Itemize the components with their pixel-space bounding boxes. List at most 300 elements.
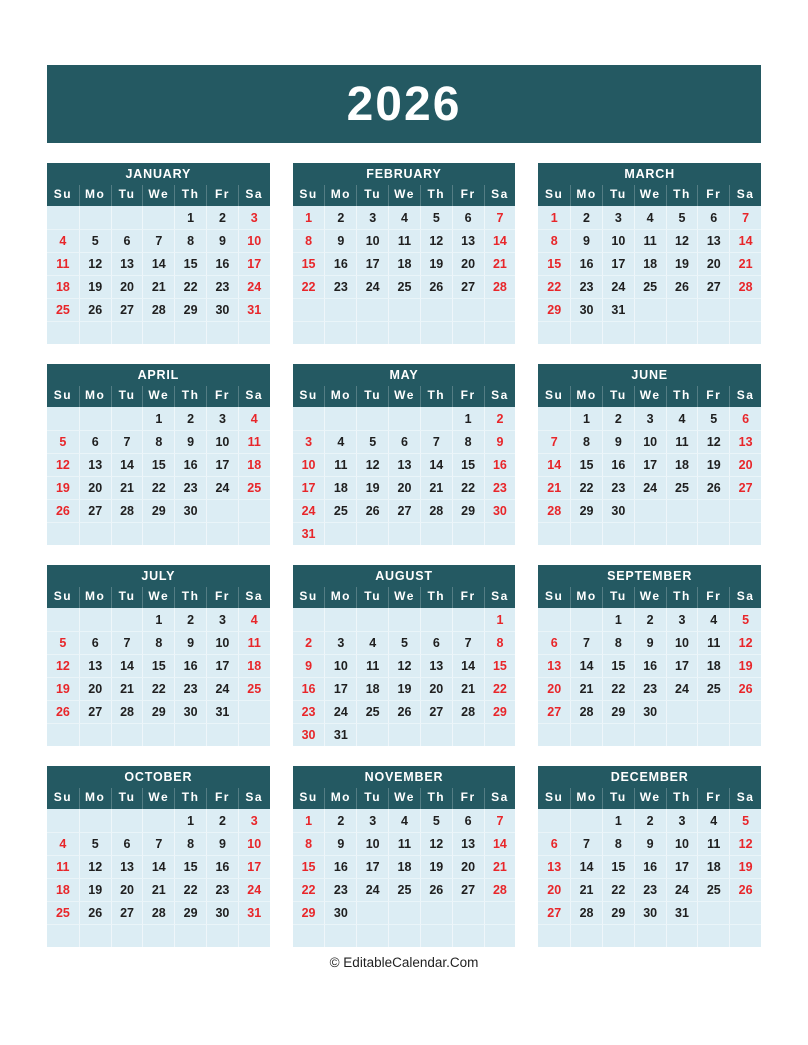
day-cell-empty: [47, 206, 79, 229]
day-cell-empty: [729, 924, 761, 947]
day-cell-empty: [729, 723, 761, 746]
day-cell-empty: [666, 499, 698, 522]
day-cell: 14: [111, 453, 143, 476]
day-cell-empty: [47, 407, 79, 430]
month-title: AUGUST: [293, 565, 516, 587]
day-cell: 7: [420, 430, 452, 453]
day-cell: 25: [238, 677, 270, 700]
day-cell-empty: [729, 321, 761, 344]
day-cell: 29: [602, 700, 634, 723]
weekday-label: Tu: [111, 185, 143, 206]
day-cell: 1: [174, 206, 206, 229]
weekday-header-row: [293, 587, 516, 608]
day-cell: 5: [697, 407, 729, 430]
day-cell: 25: [356, 700, 388, 723]
weekday-label: Fr: [206, 587, 238, 608]
day-cell: 20: [697, 252, 729, 275]
day-cell: 9: [570, 229, 602, 252]
day-cell-empty: [293, 321, 325, 344]
weekday-label: Sa: [729, 587, 761, 608]
day-cell-empty: [729, 700, 761, 723]
day-cell: 6: [79, 631, 111, 654]
day-cell-empty: [174, 723, 206, 746]
day-cell: 24: [634, 476, 666, 499]
day-cell-empty: [420, 407, 452, 430]
day-cell: 23: [634, 878, 666, 901]
day-cell: 9: [293, 654, 325, 677]
day-cell: 10: [666, 832, 698, 855]
day-cell: 20: [452, 855, 484, 878]
day-cell: 17: [293, 476, 325, 499]
day-cell-empty: [538, 407, 570, 430]
day-cell-empty: [293, 924, 325, 947]
day-cell: 10: [293, 453, 325, 476]
day-cell: 15: [602, 654, 634, 677]
day-cell-empty: [206, 924, 238, 947]
day-cell: 26: [47, 700, 79, 723]
day-cell: 22: [602, 878, 634, 901]
day-cell-empty: [356, 901, 388, 924]
day-cell: 28: [142, 901, 174, 924]
day-cell: 25: [238, 476, 270, 499]
day-cell: 21: [570, 677, 602, 700]
day-cell-empty: [697, 723, 729, 746]
weekday-label: Mo: [324, 386, 356, 407]
day-cell: 2: [324, 809, 356, 832]
day-cell: 26: [388, 700, 420, 723]
day-cell-empty: [570, 809, 602, 832]
weekday-label: Mo: [79, 185, 111, 206]
weekday-label: Fr: [452, 386, 484, 407]
month-title: NOVEMBER: [293, 766, 516, 788]
day-cell: 16: [324, 252, 356, 275]
day-cell: 30: [206, 901, 238, 924]
days-grid: [47, 608, 270, 746]
weekday-label: Tu: [111, 587, 143, 608]
weekday-label: Mo: [79, 788, 111, 809]
day-cell-empty: [697, 522, 729, 545]
weekday-label: Mo: [324, 185, 356, 206]
days-grid: [538, 206, 761, 344]
day-cell: 20: [538, 878, 570, 901]
day-cell: 19: [666, 252, 698, 275]
day-cell: 23: [324, 275, 356, 298]
day-cell: 29: [174, 901, 206, 924]
day-cell: 4: [388, 206, 420, 229]
day-cell: 28: [570, 700, 602, 723]
day-cell: 11: [697, 832, 729, 855]
day-cell: 18: [697, 855, 729, 878]
weekday-header-row: [47, 386, 270, 407]
day-cell: 28: [111, 700, 143, 723]
day-cell-empty: [452, 298, 484, 321]
day-cell-empty: [634, 298, 666, 321]
month-december: [538, 766, 761, 947]
day-cell-empty: [356, 723, 388, 746]
day-cell: 6: [729, 407, 761, 430]
day-cell: 26: [729, 677, 761, 700]
day-cell: 3: [206, 407, 238, 430]
month-september: [538, 565, 761, 746]
day-cell: 6: [111, 229, 143, 252]
day-cell-empty: [356, 924, 388, 947]
day-cell-empty: [388, 723, 420, 746]
day-cell-empty: [602, 924, 634, 947]
day-cell-empty: [388, 407, 420, 430]
day-cell-empty: [666, 924, 698, 947]
weekday-label: We: [142, 587, 174, 608]
month-may: [293, 364, 516, 545]
day-cell: 10: [206, 430, 238, 453]
day-cell: 11: [356, 654, 388, 677]
day-cell: 27: [388, 499, 420, 522]
day-cell: 11: [666, 430, 698, 453]
weekday-label: Fr: [697, 788, 729, 809]
day-cell-empty: [729, 901, 761, 924]
day-cell: 21: [111, 476, 143, 499]
day-cell: 10: [206, 631, 238, 654]
days-grid: [293, 407, 516, 545]
weekday-header-row: [293, 185, 516, 206]
weekday-label: Th: [174, 386, 206, 407]
day-cell: 4: [324, 430, 356, 453]
weekday-label: Mo: [570, 788, 602, 809]
day-cell: 24: [666, 878, 698, 901]
weekday-header-row: [538, 587, 761, 608]
month-title: JUNE: [538, 364, 761, 386]
day-cell-empty: [238, 522, 270, 545]
day-cell: 20: [538, 677, 570, 700]
day-cell: 30: [174, 499, 206, 522]
day-cell-empty: [570, 608, 602, 631]
day-cell: 26: [356, 499, 388, 522]
weekday-label: Mo: [570, 386, 602, 407]
day-cell-empty: [79, 522, 111, 545]
day-cell: 7: [452, 631, 484, 654]
day-cell: 19: [420, 855, 452, 878]
weekday-label: We: [388, 386, 420, 407]
day-cell-empty: [420, 723, 452, 746]
days-grid: [293, 206, 516, 344]
day-cell: 16: [634, 855, 666, 878]
day-cell: 1: [142, 407, 174, 430]
day-cell-empty: [174, 321, 206, 344]
day-cell-empty: [602, 321, 634, 344]
day-cell: 26: [79, 901, 111, 924]
day-cell-empty: [420, 298, 452, 321]
weekday-label: We: [634, 185, 666, 206]
day-cell: 8: [452, 430, 484, 453]
month-july: [47, 565, 270, 746]
day-cell-empty: [174, 522, 206, 545]
day-cell: 31: [206, 700, 238, 723]
day-cell: 9: [324, 229, 356, 252]
weekday-label: Su: [299, 589, 318, 603]
month-title: MAY: [293, 364, 516, 386]
day-cell: 21: [538, 476, 570, 499]
day-cell: 28: [452, 700, 484, 723]
day-cell-empty: [538, 723, 570, 746]
day-cell: 18: [47, 878, 79, 901]
day-cell: 25: [388, 878, 420, 901]
day-cell: 13: [538, 855, 570, 878]
day-cell: 7: [111, 430, 143, 453]
day-cell: 25: [697, 878, 729, 901]
day-cell-empty: [79, 206, 111, 229]
day-cell: 17: [356, 252, 388, 275]
day-cell: 26: [79, 298, 111, 321]
day-cell-empty: [111, 206, 143, 229]
day-cell-empty: [142, 723, 174, 746]
day-cell: 31: [324, 723, 356, 746]
day-cell: 10: [666, 631, 698, 654]
weekday-label: Su: [53, 589, 73, 603]
day-cell-empty: [634, 499, 666, 522]
day-cell-empty: [79, 924, 111, 947]
weekday-label: Sa: [238, 587, 270, 608]
day-cell-empty: [484, 321, 516, 344]
day-cell: 9: [206, 229, 238, 252]
day-cell-empty: [238, 700, 270, 723]
weekday-label: We: [388, 185, 420, 206]
day-cell-empty: [420, 608, 452, 631]
weekday-label: Th: [420, 587, 452, 608]
day-cell: 23: [174, 476, 206, 499]
day-cell: 16: [174, 654, 206, 677]
day-cell-empty: [420, 321, 452, 344]
day-cell-empty: [570, 924, 602, 947]
day-cell: 6: [697, 206, 729, 229]
weekday-label: We: [388, 788, 420, 809]
day-cell: 14: [570, 654, 602, 677]
day-cell: 22: [452, 476, 484, 499]
day-cell: 7: [729, 206, 761, 229]
day-cell: 15: [293, 855, 325, 878]
month-title: DECEMBER: [538, 766, 761, 788]
day-cell-empty: [111, 321, 143, 344]
weekday-label: Sa: [484, 386, 516, 407]
day-cell-empty: [324, 522, 356, 545]
weekday-label: Mo: [324, 587, 356, 608]
day-cell: 10: [602, 229, 634, 252]
day-cell: 16: [634, 654, 666, 677]
day-cell: 14: [484, 229, 516, 252]
day-cell: 15: [538, 252, 570, 275]
weekday-label: Fr: [452, 788, 484, 809]
day-cell-empty: [602, 522, 634, 545]
day-cell: 27: [452, 275, 484, 298]
day-cell: 11: [238, 631, 270, 654]
weekday-label: Mo: [79, 587, 111, 608]
day-cell: 26: [666, 275, 698, 298]
day-cell: 5: [388, 631, 420, 654]
day-cell: 11: [324, 453, 356, 476]
weekday-label: Sa: [238, 788, 270, 809]
day-cell: 13: [697, 229, 729, 252]
day-cell: 1: [174, 809, 206, 832]
weekday-label: Su: [545, 589, 564, 603]
weekday-label: Su: [545, 790, 564, 804]
day-cell: 18: [238, 453, 270, 476]
days-grid: [538, 407, 761, 545]
weekday-label: Sa: [238, 386, 270, 407]
day-cell: 28: [420, 499, 452, 522]
day-cell: 30: [293, 723, 325, 746]
weekday-label: Su: [299, 790, 318, 804]
day-cell: 28: [538, 499, 570, 522]
day-cell: 23: [602, 476, 634, 499]
weekday-label: Fr: [452, 185, 484, 206]
weekday-label: Su: [545, 187, 564, 201]
day-cell: 21: [729, 252, 761, 275]
day-cell: 8: [174, 229, 206, 252]
day-cell: 22: [174, 878, 206, 901]
weekday-label: We: [142, 185, 174, 206]
day-cell-empty: [729, 522, 761, 545]
day-cell: 5: [729, 809, 761, 832]
day-cell: 17: [238, 252, 270, 275]
day-cell: 7: [142, 229, 174, 252]
day-cell: 17: [324, 677, 356, 700]
day-cell: 17: [206, 453, 238, 476]
day-cell-empty: [238, 924, 270, 947]
weekday-label: We: [634, 386, 666, 407]
day-cell: 1: [602, 608, 634, 631]
day-cell: 7: [484, 809, 516, 832]
day-cell: 18: [666, 453, 698, 476]
month-title: SEPTEMBER: [538, 565, 761, 587]
day-cell: 14: [142, 855, 174, 878]
month-title: APRIL: [47, 364, 270, 386]
weekday-header-row: [47, 788, 270, 809]
day-cell: 17: [238, 855, 270, 878]
weekday-label: We: [634, 587, 666, 608]
day-cell-empty: [293, 298, 325, 321]
day-cell: 26: [420, 878, 452, 901]
day-cell: 21: [142, 878, 174, 901]
day-cell: 16: [324, 855, 356, 878]
day-cell: 12: [79, 252, 111, 275]
weekday-label: Fr: [206, 185, 238, 206]
weekday-label: Th: [174, 587, 206, 608]
day-cell-empty: [484, 723, 516, 746]
month-january: [47, 163, 270, 344]
day-cell: 25: [324, 499, 356, 522]
day-cell: 21: [452, 677, 484, 700]
day-cell: 4: [356, 631, 388, 654]
weekday-label: Su: [299, 388, 318, 402]
day-cell: 13: [111, 855, 143, 878]
day-cell: 21: [420, 476, 452, 499]
day-cell: 19: [729, 654, 761, 677]
day-cell: 5: [420, 809, 452, 832]
day-cell: 9: [174, 430, 206, 453]
day-cell-empty: [697, 700, 729, 723]
day-cell-empty: [324, 608, 356, 631]
day-cell: 22: [142, 476, 174, 499]
day-cell: 24: [206, 476, 238, 499]
footer-credit: © EditableCalendar.Com: [329, 955, 479, 970]
day-cell: 30: [174, 700, 206, 723]
day-cell: 3: [238, 809, 270, 832]
weekday-label: We: [634, 788, 666, 809]
day-cell: 24: [356, 275, 388, 298]
day-cell: 27: [452, 878, 484, 901]
day-cell: 13: [111, 252, 143, 275]
day-cell: 1: [452, 407, 484, 430]
day-cell: 19: [729, 855, 761, 878]
day-cell: 22: [602, 677, 634, 700]
day-cell: 15: [452, 453, 484, 476]
day-cell: 3: [634, 407, 666, 430]
weekday-label: Mo: [79, 386, 111, 407]
day-cell: 3: [356, 206, 388, 229]
day-cell: 1: [484, 608, 516, 631]
day-cell: 12: [666, 229, 698, 252]
day-cell: 26: [729, 878, 761, 901]
day-cell: 10: [324, 654, 356, 677]
day-cell: 29: [452, 499, 484, 522]
day-cell: 10: [356, 832, 388, 855]
month-title: OCTOBER: [47, 766, 270, 788]
day-cell: 15: [570, 453, 602, 476]
day-cell: 30: [206, 298, 238, 321]
day-cell: 28: [142, 298, 174, 321]
month-february: [293, 163, 516, 344]
day-cell: 8: [293, 832, 325, 855]
day-cell: 14: [142, 252, 174, 275]
day-cell: 8: [293, 229, 325, 252]
day-cell: 27: [729, 476, 761, 499]
weekday-label: Tu: [356, 587, 388, 608]
weekday-label: Su: [545, 388, 564, 402]
weekday-label: Tu: [602, 788, 634, 809]
day-cell: 23: [324, 878, 356, 901]
month-title: FEBRUARY: [293, 163, 516, 185]
day-cell: 20: [111, 878, 143, 901]
day-cell: 15: [142, 453, 174, 476]
day-cell: 13: [420, 654, 452, 677]
day-cell: 20: [79, 476, 111, 499]
day-cell: 1: [602, 809, 634, 832]
weekday-header-row: [293, 788, 516, 809]
day-cell: 14: [420, 453, 452, 476]
day-cell: 3: [324, 631, 356, 654]
day-cell: 30: [602, 499, 634, 522]
day-cell: 21: [484, 855, 516, 878]
month-june: [538, 364, 761, 545]
day-cell-empty: [238, 321, 270, 344]
day-cell: 31: [238, 901, 270, 924]
day-cell-empty: [729, 298, 761, 321]
day-cell: 25: [388, 275, 420, 298]
day-cell: 26: [47, 499, 79, 522]
weekday-label: Th: [666, 788, 698, 809]
day-cell-empty: [452, 901, 484, 924]
day-cell: 13: [79, 453, 111, 476]
day-cell: 17: [666, 855, 698, 878]
weekday-label: Th: [174, 788, 206, 809]
day-cell: 8: [602, 631, 634, 654]
day-cell: 4: [634, 206, 666, 229]
day-cell: 24: [238, 878, 270, 901]
weekday-label: Su: [53, 790, 73, 804]
day-cell-empty: [666, 321, 698, 344]
day-cell: 2: [293, 631, 325, 654]
day-cell: 30: [634, 700, 666, 723]
day-cell: 29: [538, 298, 570, 321]
day-cell: 7: [570, 631, 602, 654]
